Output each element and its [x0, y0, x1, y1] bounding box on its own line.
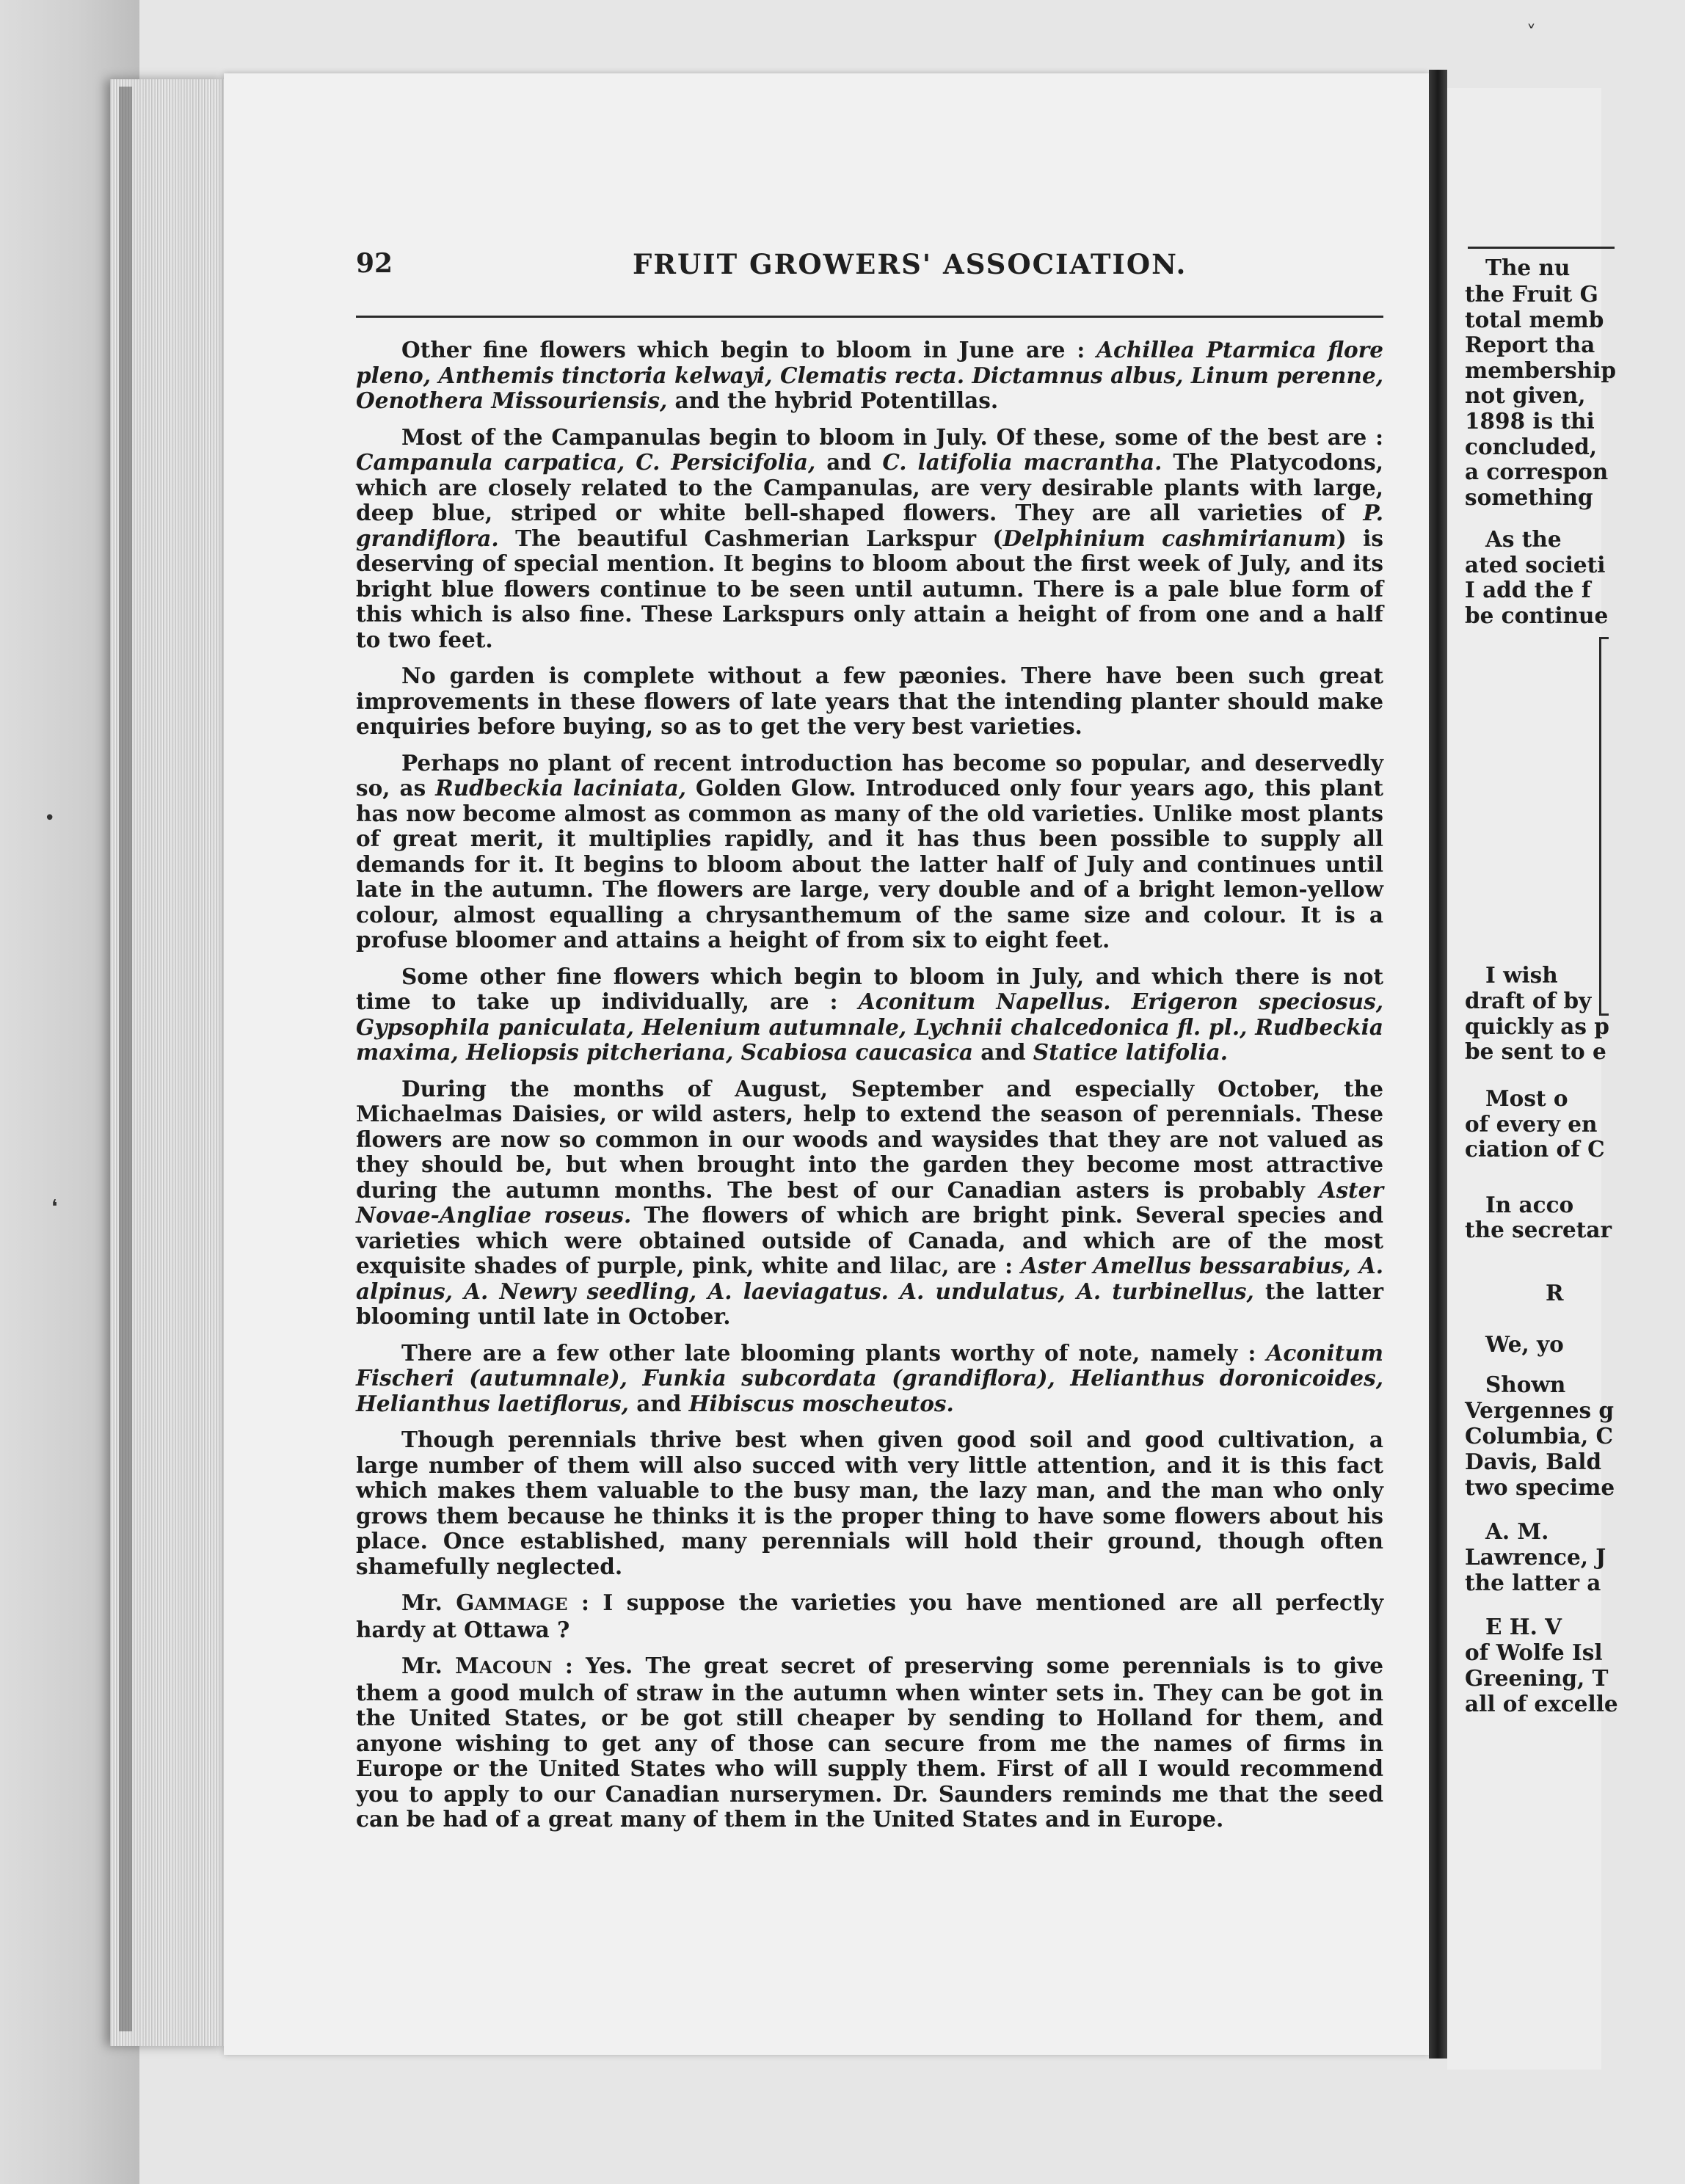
scan-speck: ˅ — [1526, 22, 1536, 44]
left-page — [224, 73, 1429, 2055]
right-page-line: be continue — [1465, 603, 1609, 628]
right-page-fragment — [1447, 88, 1618, 2070]
right-page-line: Greening, T — [1465, 1665, 1609, 1691]
scan-speck: • — [44, 807, 56, 829]
right-page-line: draft of by — [1465, 988, 1592, 1013]
running-head: FRUIT GROWERS' ASSOCIATION. — [633, 248, 1187, 280]
right-page-line: not given, — [1465, 382, 1586, 408]
paragraph: No garden is complete without a few pæonies. There have been such great improvements in these flowers of late years that the intending planter should make enquiries before buying, so as to get the very best varieties. — [356, 663, 1383, 739]
right-page-line: Vergennes g — [1465, 1397, 1615, 1423]
right-page-line: the latter a — [1465, 1570, 1601, 1595]
right-page-line: Report tha — [1465, 332, 1595, 357]
right-page-line: E H. V — [1485, 1614, 1562, 1639]
right-page-line: I wish — [1485, 962, 1558, 988]
right-page-line: In acco — [1485, 1192, 1574, 1217]
article-body — [356, 338, 1383, 1843]
right-page-line: Shown — [1485, 1372, 1566, 1397]
dialogue-gammage: Mr. GAMMAGE : I suppose the varieties you have mentioned are all perfectly hardy at Ottawa ? — [356, 1590, 1383, 1642]
right-page-line: ated societi — [1465, 552, 1606, 578]
paragraph: Some other fine flowers which begin to bloom in July, and which there is not time to take up individually, are : Aconitum Napellus. Erigeron speciosus, Gypsophila paniculata, Helenium autumnale, Lychnii chalcedonica fl. pl., Rudbeckia maxima, Heliopsis pitcheriana, Scabiosa caucasica and Statice latifolia. — [356, 963, 1383, 1065]
right-page-line: the Fruit G — [1465, 281, 1598, 307]
right-page-line: concluded, — [1465, 434, 1597, 459]
right-page-line: two specime — [1465, 1474, 1615, 1500]
right-page-line: all of excelle — [1465, 1691, 1618, 1717]
right-page-line: the secretar — [1465, 1217, 1612, 1242]
right-page-line: of Wolfe Isl — [1465, 1639, 1603, 1665]
right-page-line: 1898 is thi — [1465, 408, 1595, 434]
right-page-line: Davis, Bald — [1465, 1449, 1602, 1474]
right-page-line: membership — [1465, 357, 1617, 383]
book-edge-shadow — [119, 87, 132, 2031]
right-page-line: a correspon — [1465, 459, 1609, 484]
right-table-bracket — [1599, 637, 1609, 1016]
right-page-line: something — [1465, 484, 1593, 510]
right-page-line: Lawrence, J — [1465, 1544, 1606, 1570]
right-page-line: We, yo — [1485, 1331, 1564, 1357]
right-page-line: Columbia, C — [1465, 1423, 1613, 1449]
scan-speck: ❛ — [51, 1196, 58, 1218]
right-page-line: The nu — [1485, 255, 1571, 280]
paragraph: Perhaps no plant of recent introduction has become so popular, and deservedly so, as Rudbeckia laciniata, Golden Glow. Introduced only four years ago, this plant has now become almost as common as many of the old varieties. Unlike most plants of great merit, it multiplies rapidly, and it has thus been possible to supply all demands for it. It begins to bloom about the latter half of July and continues until late in the autumn. The flowers are large, very double and of a bright lemon-yellow colour, almost equalling a chrysanthemum of the same size and colour. It is a profuse bloomer and attains a height of from six to eight feet. — [356, 749, 1383, 953]
right-page-line: A. M. — [1485, 1518, 1549, 1544]
book-gutter — [1429, 70, 1447, 2059]
right-page-line: I add the f — [1465, 577, 1591, 603]
page-header — [224, 248, 1429, 292]
paragraph: During the months of August, September and especially October, the Michaelmas Daisies, or wild asters, help to extend the season of perennials. These flowers are now so common in our woods and waysides that they are not valued as they should be, but when brought into the garden they become most attractive during the autumn months. The best of our Canadian asters is probably Aster Novae-Angliae roseus. The flowers of which are bright pink. Several species and varieties which were obtained outside of Canada, and which are of the most exquisite shades of purple, pink, white and lilac, are : Aster Amellus bessarabius, A. alpinus, A. Newry seedling, A. laeviagatus. A. undulatus, A. turbinellus, the latter blooming until late in October. — [356, 1075, 1383, 1329]
dialogue-macoun: Mr. MACOUN : Yes. The great secret of preserving some perennials is to give them a good mulch of straw in the autumn when winter sets in. They can be got in the United States, or be got still cheaper by sending to Holland for them, and anyone wishing to get any of those can secure from me the names of firms in Europe or the United States who will supply them. First of all I would recommend you to apply to our Canadian nurserymen. Dr. Saunders reminds me that the seed can be had of a great many of them in the United States and in Europe. — [356, 1653, 1383, 1832]
right-page-line: of every en — [1465, 1111, 1598, 1137]
page-number: 92 — [356, 248, 393, 279]
paragraph: Other fine flowers which begin to bloom in June are : Achillea Ptarmica flore pleno, Anthemis tinctoria kelwayi, Clematis recta. Dictamnus albus, Linum perenne, Oenothera Missouriensis, and the hybrid Potentillas. — [356, 337, 1383, 413]
header-rule — [356, 316, 1383, 318]
right-page-line: be sent to e — [1465, 1038, 1606, 1064]
right-header-rule — [1468, 247, 1615, 249]
paragraph: Though perennials thrive best when given good soil and good cultivation, a large number of them will also succed with very little attention, and it is this fact which makes them valuable to the busy man, the lazy man, and the man who only grows them because he thinks it is the proper thing to have some flowers about his place. Once established, many perennials will hold their ground, though often shamefully neglected. — [356, 1427, 1383, 1579]
paragraph: Most of the Campanulas begin to bloom in July. Of these, some of the best are : Campanula carpatica, C. Persicifolia, and C. latifolia macrantha. The Platycodons, which are closely related to the Campanulas, are very desirable plants with large, deep blue, striped or white bell-shaped flowers. They are all varieties of P. grandiflora. The beautiful Cashmerian Larkspur (Delphinium cashmirianum) is deserving of special mention. It begins to bloom about the first week of July, and its bright blue flowers continue to be seen until autumn. There is a pale blue form of this which is also fine. These Larkspurs only attain a height of from one and a half to two feet. — [356, 423, 1384, 652]
right-page-line: ciation of C — [1465, 1136, 1605, 1162]
paragraph: There are a few other late blooming plants worthy of note, namely : Aconitum Fischeri (autumnale), Funkia subcordata (grandiflora), Helianthus doronicoides, Helianthus laetiflorus, and Hibiscus moscheutos. — [356, 1339, 1383, 1416]
right-page-line: As the — [1485, 526, 1562, 552]
right-page-line: R — [1546, 1280, 1564, 1306]
right-page-line: Most o — [1485, 1085, 1568, 1111]
right-page-line: total memb — [1465, 307, 1604, 332]
right-page-line: quickly as p — [1465, 1013, 1609, 1039]
